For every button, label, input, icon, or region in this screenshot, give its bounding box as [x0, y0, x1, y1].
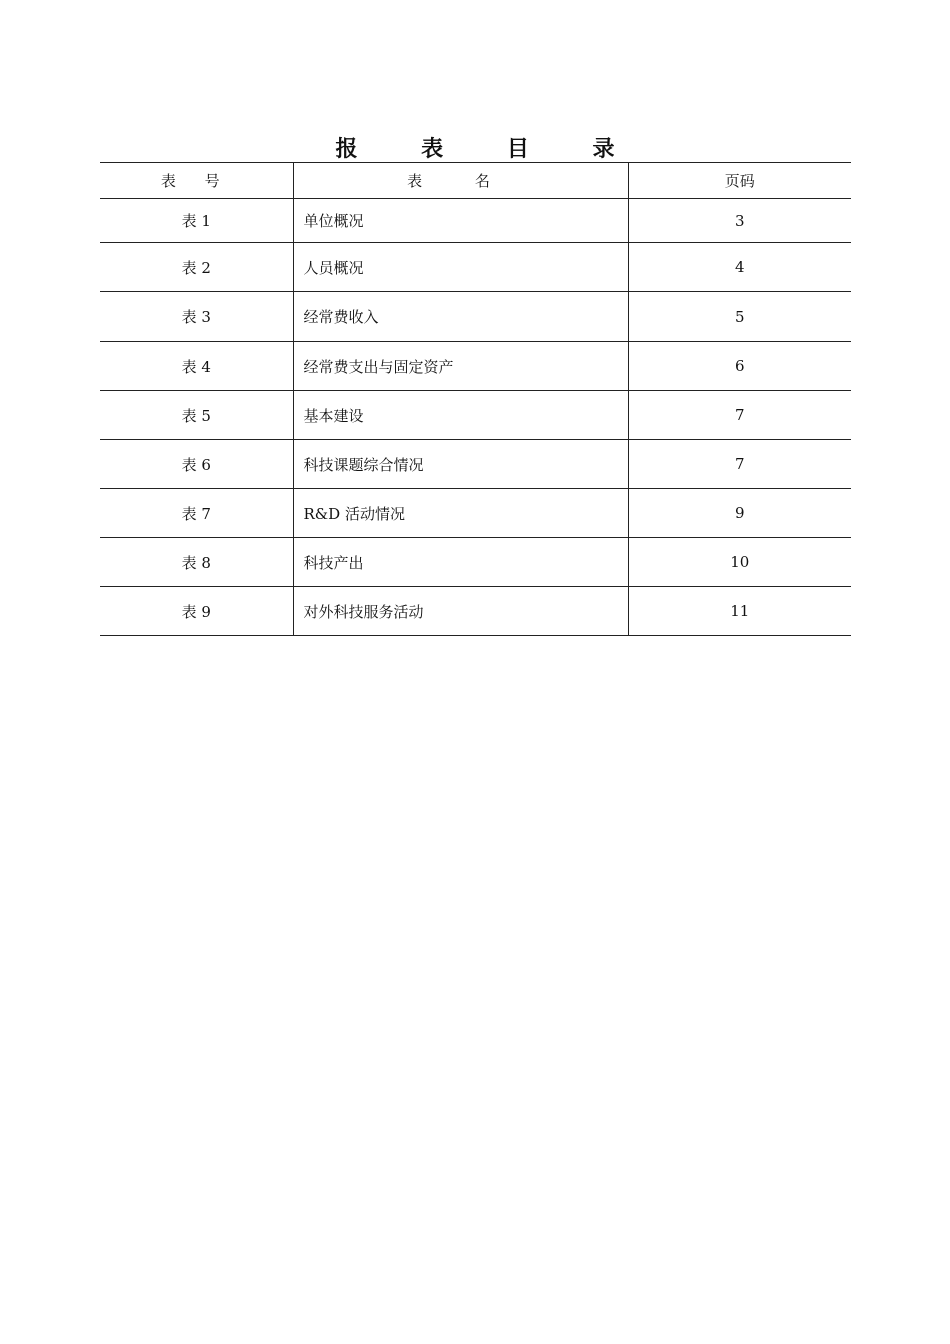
- row-page-number: 7: [628, 440, 851, 489]
- header-page-number: 页码: [628, 163, 851, 199]
- table-row: [100, 489, 851, 538]
- table-row: [100, 538, 851, 587]
- row-page-number: 5: [628, 292, 851, 342]
- row-table-name: 经常费支出与固定资产: [293, 342, 628, 391]
- row-table-number: 表 4: [100, 342, 293, 391]
- row-table-number: 表 5: [100, 391, 293, 440]
- row-table-name: 人员概况: [293, 243, 628, 292]
- table-row: [100, 292, 851, 342]
- row-table-name: 科技课题综合情况: [293, 440, 628, 489]
- row-table-name: 经常费收入: [293, 292, 628, 342]
- row-table-name: 单位概况: [293, 199, 628, 243]
- row-page-number: 7: [628, 391, 851, 440]
- row-page-number: 3: [628, 199, 851, 243]
- table-row: [100, 587, 851, 636]
- row-table-number: 表 8: [100, 538, 293, 587]
- row-table-number: 表 9: [100, 587, 293, 636]
- row-table-number: 表 1: [100, 199, 293, 243]
- header-table-number: 表 号: [100, 163, 293, 199]
- row-table-number: 表 7: [100, 489, 293, 538]
- row-table-number: 表 6: [100, 440, 293, 489]
- row-table-number: 表 3: [100, 292, 293, 342]
- table-row: [100, 199, 851, 243]
- table-row: [100, 391, 851, 440]
- table-row: [100, 342, 851, 391]
- table-row: [100, 440, 851, 489]
- table-header-row: [100, 163, 851, 199]
- row-page-number: 4: [628, 243, 851, 292]
- row-page-number: 11: [628, 587, 851, 636]
- page-title: 报 表 目 录: [335, 137, 643, 162]
- row-page-number: 6: [628, 342, 851, 391]
- report-index-table: [100, 162, 851, 636]
- row-page-number: 9: [628, 489, 851, 538]
- table-row: [100, 243, 851, 292]
- row-table-name: 对外科技服务活动: [293, 587, 628, 636]
- row-table-name: 科技产出: [293, 538, 628, 587]
- row-table-name: 基本建设: [293, 391, 628, 440]
- row-table-number: 表 2: [100, 243, 293, 292]
- header-table-name: 表 名: [293, 163, 628, 199]
- row-page-number: 10: [628, 538, 851, 587]
- row-table-name: R&D 活动情况: [293, 489, 628, 538]
